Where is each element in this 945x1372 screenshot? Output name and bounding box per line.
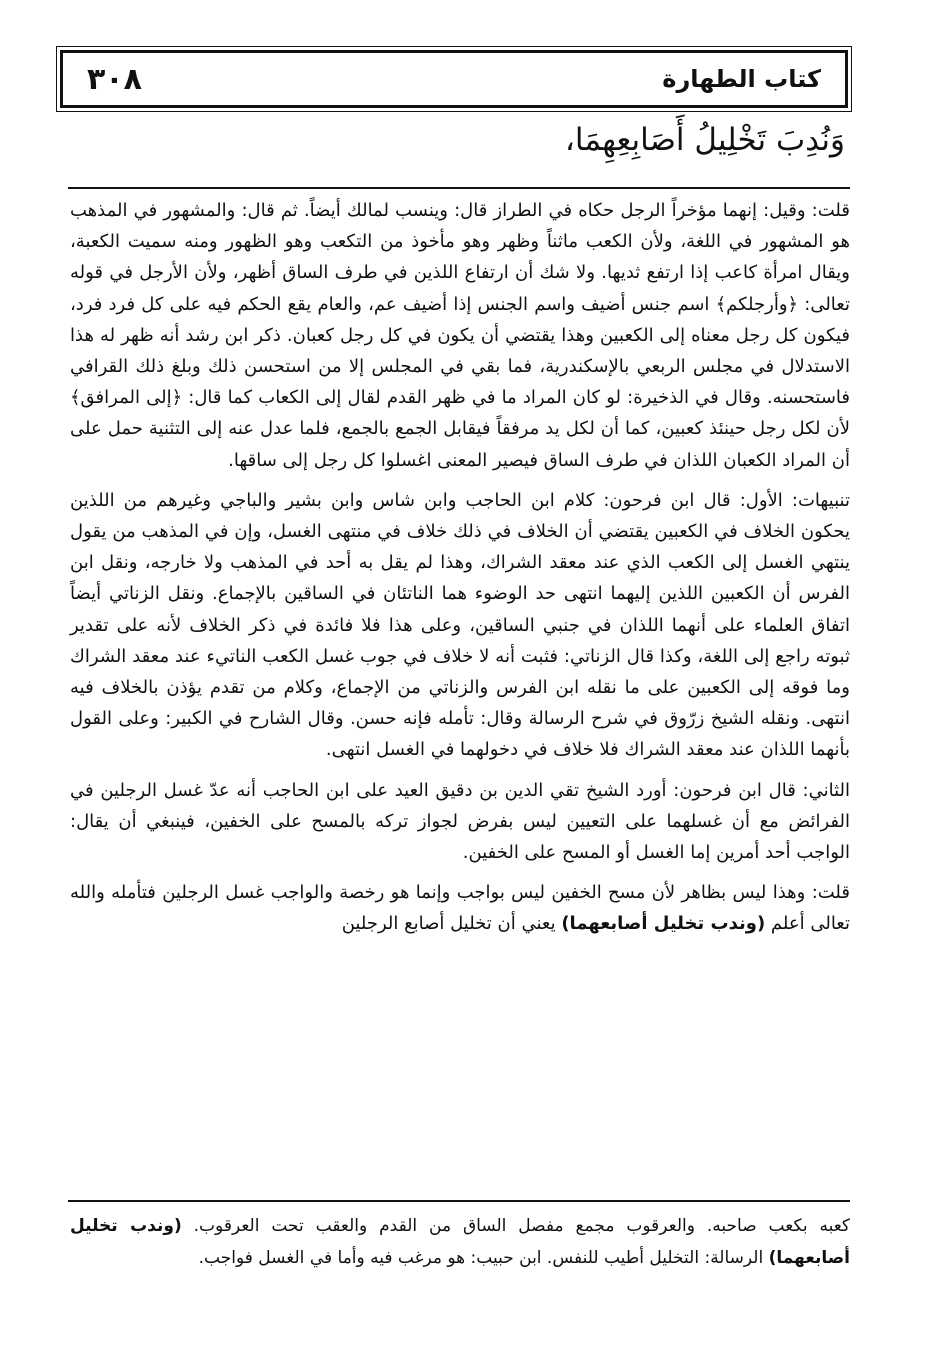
book-title: كتاب الطهارة	[662, 65, 821, 93]
page-header	[60, 50, 848, 108]
footnote-text-after: الرسالة: التخليل أطيب للنفس. ابن حبيب: هو مرغب فيه وأما في الغسل فواجب.	[198, 1248, 769, 1268]
footnote-text-before: كعبه بكعب صاحبه. والعرقوب مجمع مفصل الساق من القدم والعقب تحت العرقوب.	[181, 1216, 850, 1236]
paragraph-4-matn-quote: (وندب تخليل أصابعهما)	[561, 913, 766, 935]
commentary-paragraph-3: الثاني: قال ابن فرحون: أورد الشيخ تقي الدين بن دقيق العيد على ابن الحاجب أنه عدّ غسل الرجلين في الفرائض مع أن غسلهما على التعيين ليس بفرض لجواز تركه بالمسح على الخفين، فينبغي أن يقال: الواجب أحد أمرين إما الغسل أو المسح على الخفين.	[70, 779, 850, 864]
footnote-divider	[68, 1200, 850, 1202]
matn-text: وَنُدِبَ تَخْلِيلُ أَصَابِعِهِمَا،	[564, 122, 845, 158]
commentary-paragraph-2: تنبيهات: الأول: قال ابن فرحون: كلام ابن الحاجب وابن شاس وابن بشير والباجي وغيرهم من اللذين يحكون الخلاف في الكعبين يقتضي أن الخلاف في ذلك خلاف في منتهى الغسل، وإن في المذهب من يقول ينتهي الغسل إلى الكعب الذي عند معقد الشراك، وهذا لم يقل به أحد في المذهب ولا خارجه، ونقل ابن الفرس أن الكعبين اللذين إليهما انتهى حد الوضوء هما الناتئان في الساقين بالإجماع. ونقل الزناتي أيضاً اتفاق العلماء على أنهما اللذان في جنبي الساقين، وعلى هذا فلا فائدة في ذكر الخلاف لأنه على تقدير ثبوته راجع إلى اللغة، وكذا قال الزناتي: فثبت أنه لا خلاف في جوب غسل الكعب الناتيء عند معقد الشراك وما فوقه إلى الكعبين على ما نقله ابن الفرس والزناتي من الإجماع، وكلام من تقدم يؤذن بالخلاف فيه انتهى. ونقله الشيخ زرّوق في شرح الرسالة وقال: تأمله فإنه حسن. وقال الشارح في الكبير: وعلى القول بأنهما اللذان عند معقد الشراك فلا خلاف في دخولهما في الغسل انتهى.	[70, 489, 850, 761]
footnote	[70, 1210, 850, 1274]
page-number: ٣٠٨	[87, 61, 142, 97]
matn-divider	[68, 187, 850, 189]
paragraph-4-text-after: يعني أن تخليل أصابع الرجلين	[341, 913, 562, 935]
paragraph-4-text-before: قلت: وهذا ليس بظاهر لأن مسح الخفين ليس بواجب وإنما هو رخصة والواجب غسل الرجلين فتأمله والله تعالى أعلم	[70, 882, 850, 935]
commentary-body	[70, 195, 850, 949]
commentary-paragraph-4	[70, 877, 850, 939]
commentary-paragraph-1: قلت: وقيل: إنهما مؤخراً الرجل حكاه في الطراز قال: وينسب لمالك أيضاً. ثم قال: والمشهور في المذهب هو المشهور في اللغة، ولأن الكعب ماثناً وظهر وهو مأخوذ من التكعب وهو الظهور ومنه سميت الكعبة، ويقال امرأة كاعب إذا ارتفع ثديها. ولا شك أن ارتفاع اللذين في طرف الساق أظهر، ولأن الأرجل في قوله تعالى: ﴿وأرجلكم﴾ اسم جنس أضيف واسم الجنس إذا أضيف عم، والعام يقع الحكم فيه على كل فرد فرد، فيكون كل رجل معناه إلى الكعبين وهذا يقتضي أن يكون في كل رجل كعبان. ذكر ابن رشد أنه ظهر له هذا الاستدلال في مجلس الربعي بالإسكندرية، فما بقي في المجلس إلا من استحسن ذلك وبلغ ذلك القرافي فاستحسنه. وقال في الذخيرة: لو كان المراد ما في ظهر القدم لقال إلى الكعاب كما قال: ﴿إلى المرافق﴾ لأن لكل رجل حينئذ كعبين، كما أن لكل يد مرفقاً فيقابل الجمع بالجمع، فلما عدل عنه إلى التثنية حمل على أن المراد الكعبان اللذان في طرف الساق فيصير المعنى اغسلوا كل رجل إلى ساقها.	[70, 200, 850, 471]
footnote-matn-quote: (وندب تخليل أصابعهما)	[70, 1216, 850, 1268]
